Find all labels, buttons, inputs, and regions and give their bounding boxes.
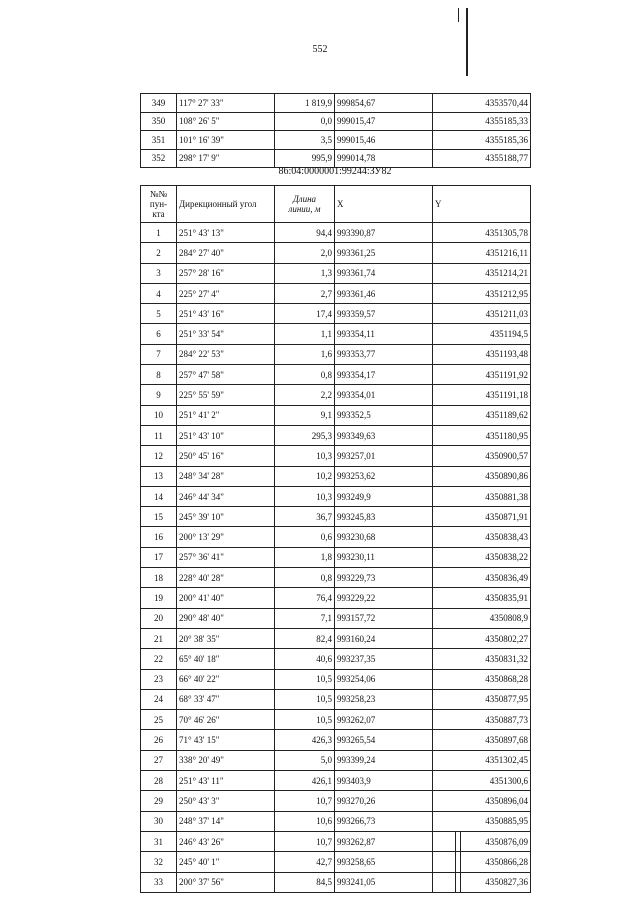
y-coordinate-cell: 4355185,36 (433, 131, 531, 150)
x-coordinate-cell: 993262,07 (335, 710, 433, 730)
y-coordinate-cell: 4350876,09 (433, 831, 531, 851)
direction-angle-cell: 66° 40' 22" (177, 669, 275, 689)
x-coordinate-cell: 993361,74 (335, 263, 433, 283)
coordinates-table-continuation (140, 93, 531, 168)
y-coordinate-cell: 4351216,11 (433, 243, 531, 263)
coordinates-table (140, 185, 531, 893)
y-coordinate-cell: 4351193,48 (433, 344, 531, 364)
y-coordinate-cell: 4350871,91 (433, 507, 531, 527)
line-length-cell: 0,8 (275, 365, 335, 385)
direction-angle-cell: 290° 48' 40" (177, 608, 275, 628)
header-x: X (335, 186, 433, 223)
line-length-cell: 10,7 (275, 831, 335, 851)
direction-angle-cell: 338° 20' 49" (177, 750, 275, 770)
x-coordinate-cell: 993270,26 (335, 791, 433, 811)
point-number-cell: 15 (141, 507, 177, 527)
direction-angle-cell: 257° 36' 41" (177, 547, 275, 567)
line-length-cell: 1,8 (275, 547, 335, 567)
x-coordinate-cell: 993265,54 (335, 730, 433, 750)
table-row (141, 507, 531, 527)
x-coordinate-cell: 993359,57 (335, 304, 433, 324)
point-number-cell: 20 (141, 608, 177, 628)
parcel-cadastral-number: 86:04:0000001:99244:ЗУ82 (278, 166, 392, 177)
x-coordinate-cell: 993361,46 (335, 283, 433, 303)
table-row (141, 365, 531, 385)
x-coordinate-cell: 993403,9 (335, 771, 433, 791)
table-row (141, 243, 531, 263)
line-length-cell: 10,3 (275, 486, 335, 506)
point-number-cell: 11 (141, 425, 177, 445)
x-coordinate-cell: 993361,25 (335, 243, 433, 263)
line-length-cell: 1,1 (275, 324, 335, 344)
line-length-cell: 10,5 (275, 669, 335, 689)
direction-angle-cell: 228° 40' 28" (177, 568, 275, 588)
point-number-cell: 351 (141, 131, 177, 150)
line-length-cell: 1 819,9 (275, 94, 335, 113)
x-coordinate-cell: 999015,46 (335, 131, 433, 150)
header-line-length: Длина линии, м (275, 186, 335, 223)
point-number-cell: 22 (141, 649, 177, 669)
y-coordinate-cell: 4351305,78 (433, 223, 531, 243)
y-coordinate-cell: 4351302,45 (433, 750, 531, 770)
direction-angle-cell: 248° 34' 28" (177, 466, 275, 486)
header-point-number: №№ пун- кта (141, 186, 177, 223)
table-row (141, 283, 531, 303)
direction-angle-cell: 200° 41' 40" (177, 588, 275, 608)
y-coordinate-cell: 4351211,03 (433, 304, 531, 324)
x-coordinate-cell: 993229,73 (335, 568, 433, 588)
x-coordinate-cell: 993354,17 (335, 365, 433, 385)
direction-angle-cell: 245° 39' 10" (177, 507, 275, 527)
line-length-cell: 3,5 (275, 131, 335, 150)
point-number-cell: 28 (141, 771, 177, 791)
direction-angle-cell: 284° 22' 53" (177, 344, 275, 364)
x-coordinate-cell: 993390,87 (335, 223, 433, 243)
table-row (141, 466, 531, 486)
y-coordinate-cell: 4355188,77 (433, 149, 531, 168)
line-length-cell: 2,7 (275, 283, 335, 303)
line-length-cell: 10,5 (275, 710, 335, 730)
direction-angle-cell: 246° 44' 34" (177, 486, 275, 506)
y-coordinate-cell: 4350885,95 (433, 811, 531, 831)
y-coordinate-cell: 4350890,86 (433, 466, 531, 486)
y-coordinate-cell: 4355185,33 (433, 112, 531, 131)
direction-angle-cell: 225° 55' 59" (177, 385, 275, 405)
x-coordinate-cell: 993262,87 (335, 831, 433, 851)
direction-angle-cell: 70° 46' 26" (177, 710, 275, 730)
point-number-cell: 31 (141, 831, 177, 851)
table-row (141, 831, 531, 851)
direction-angle-cell: 71° 43' 15" (177, 730, 275, 750)
point-number-cell: 33 (141, 872, 177, 892)
y-coordinate-cell: 4350808,9 (433, 608, 531, 628)
x-coordinate-cell: 993353,77 (335, 344, 433, 364)
line-length-cell: 426,3 (275, 730, 335, 750)
table-row (141, 131, 531, 150)
table-row (141, 324, 531, 344)
direction-angle-cell: 257° 47' 58" (177, 365, 275, 385)
y-coordinate-cell: 4350831,32 (433, 649, 531, 669)
point-number-cell: 21 (141, 628, 177, 648)
table-row (141, 852, 531, 872)
y-coordinate-cell: 4350900,57 (433, 446, 531, 466)
direction-angle-cell: 248° 37' 14" (177, 811, 275, 831)
header-y: Y (433, 186, 531, 223)
x-coordinate-cell: 993157,72 (335, 608, 433, 628)
point-number-cell: 23 (141, 669, 177, 689)
y-coordinate-cell: 4350896,04 (433, 791, 531, 811)
y-coordinate-cell: 4351214,21 (433, 263, 531, 283)
table-row (141, 149, 531, 168)
point-number-cell: 350 (141, 112, 177, 131)
point-number-cell: 17 (141, 547, 177, 567)
line-length-cell: 295,3 (275, 425, 335, 445)
y-coordinate-cell: 4351189,62 (433, 405, 531, 425)
line-length-cell: 42,7 (275, 852, 335, 872)
table-row (141, 527, 531, 547)
x-coordinate-cell: 993160,24 (335, 628, 433, 648)
line-length-cell: 995,9 (275, 149, 335, 168)
x-coordinate-cell: 993258,65 (335, 852, 433, 872)
table-row (141, 405, 531, 425)
point-number-cell: 9 (141, 385, 177, 405)
y-coordinate-cell: 4350866,28 (433, 852, 531, 872)
line-length-cell: 9,1 (275, 405, 335, 425)
table-row (141, 730, 531, 750)
line-length-cell: 10,6 (275, 811, 335, 831)
point-number-cell: 25 (141, 710, 177, 730)
line-length-cell: 5,0 (275, 750, 335, 770)
table-row (141, 446, 531, 466)
line-length-cell: 0,8 (275, 568, 335, 588)
table-row (141, 547, 531, 567)
direction-angle-cell: 250° 45' 16" (177, 446, 275, 466)
line-length-cell: 76,4 (275, 588, 335, 608)
direction-angle-cell: 200° 13' 29" (177, 527, 275, 547)
table-row (141, 771, 531, 791)
direction-angle-cell: 246° 43' 26" (177, 831, 275, 851)
line-length-cell: 1,3 (275, 263, 335, 283)
x-coordinate-cell: 993237,35 (335, 649, 433, 669)
point-number-cell: 10 (141, 405, 177, 425)
direction-angle-cell: 251° 43' 13" (177, 223, 275, 243)
table-row (141, 425, 531, 445)
point-number-cell: 3 (141, 263, 177, 283)
point-number-cell: 12 (141, 446, 177, 466)
header-direction-angle: Дирекционный угол (177, 186, 275, 223)
line-length-cell: 10,5 (275, 689, 335, 709)
x-coordinate-cell: 999854,67 (335, 94, 433, 113)
y-coordinate-cell: 4350897,68 (433, 730, 531, 750)
table-row (141, 710, 531, 730)
y-coordinate-cell: 4350877,95 (433, 689, 531, 709)
direction-angle-cell: 245° 40' 1" (177, 852, 275, 872)
table-row (141, 344, 531, 364)
direction-angle-cell: 20° 38' 35" (177, 628, 275, 648)
x-coordinate-cell: 993354,11 (335, 324, 433, 344)
table-row (141, 811, 531, 831)
point-number-cell: 16 (141, 527, 177, 547)
direction-angle-cell: 65° 40' 18" (177, 649, 275, 669)
scan-artifact-line (466, 8, 468, 76)
x-coordinate-cell: 993229,22 (335, 588, 433, 608)
direction-angle-cell: 117° 27' 33" (177, 94, 275, 113)
line-length-cell: 10,2 (275, 466, 335, 486)
line-length-cell: 2,2 (275, 385, 335, 405)
x-coordinate-cell: 993249,9 (335, 486, 433, 506)
point-number-cell: 1 (141, 223, 177, 243)
table-row (141, 263, 531, 283)
direction-angle-cell: 251° 43' 10" (177, 425, 275, 445)
x-coordinate-cell: 993258,23 (335, 689, 433, 709)
x-coordinate-cell: 993266,73 (335, 811, 433, 831)
y-coordinate-cell: 4350838,22 (433, 547, 531, 567)
line-length-cell: 40,6 (275, 649, 335, 669)
point-number-cell: 7 (141, 344, 177, 364)
x-coordinate-cell: 993399,24 (335, 750, 433, 770)
x-coordinate-cell: 993253,62 (335, 466, 433, 486)
point-number-cell: 32 (141, 852, 177, 872)
direction-angle-cell: 298° 17' 9" (177, 149, 275, 168)
line-length-cell: 36,7 (275, 507, 335, 527)
table-row (141, 568, 531, 588)
direction-angle-cell: 251° 41' 2" (177, 405, 275, 425)
point-number-cell: 4 (141, 283, 177, 303)
line-length-cell: 10,7 (275, 791, 335, 811)
table-row (141, 628, 531, 648)
direction-angle-cell: 68° 33' 47" (177, 689, 275, 709)
point-number-cell: 5 (141, 304, 177, 324)
point-number-cell: 13 (141, 466, 177, 486)
direction-angle-cell: 225° 27' 4" (177, 283, 275, 303)
direction-angle-cell: 101° 16' 39" (177, 131, 275, 150)
point-number-cell: 26 (141, 730, 177, 750)
page-number: 552 (312, 44, 328, 55)
y-coordinate-cell: 4350836,49 (433, 568, 531, 588)
table-row (141, 588, 531, 608)
table-row (141, 649, 531, 669)
direction-angle-cell: 250° 43' 3" (177, 791, 275, 811)
point-number-cell: 8 (141, 365, 177, 385)
line-length-cell: 82,4 (275, 628, 335, 648)
y-coordinate-cell: 4350887,73 (433, 710, 531, 730)
point-number-cell: 14 (141, 486, 177, 506)
x-coordinate-cell: 993241,05 (335, 872, 433, 892)
direction-angle-cell: 251° 43' 11" (177, 771, 275, 791)
point-number-cell: 349 (141, 94, 177, 113)
y-coordinate-cell: 4351180,95 (433, 425, 531, 445)
table-row (141, 791, 531, 811)
scan-artifact-line (458, 8, 459, 22)
table-header-row (141, 186, 531, 223)
y-coordinate-cell: 4350827,36 (433, 872, 531, 892)
table-row (141, 112, 531, 131)
y-coordinate-cell: 4350868,28 (433, 669, 531, 689)
y-coordinate-cell: 4350802,27 (433, 628, 531, 648)
y-coordinate-cell: 4350881,38 (433, 486, 531, 506)
point-number-cell: 18 (141, 568, 177, 588)
line-length-cell: 84,5 (275, 872, 335, 892)
line-length-cell: 1,6 (275, 344, 335, 364)
x-coordinate-cell: 993354,01 (335, 385, 433, 405)
table-row (141, 385, 531, 405)
line-length-cell: 0,0 (275, 112, 335, 131)
table-row (141, 669, 531, 689)
line-length-cell: 10,3 (275, 446, 335, 466)
line-length-cell: 426,1 (275, 771, 335, 791)
x-coordinate-cell: 993352,5 (335, 405, 433, 425)
y-coordinate-cell: 4351194,5 (433, 324, 531, 344)
table-row (141, 689, 531, 709)
point-number-cell: 19 (141, 588, 177, 608)
direction-angle-cell: 251° 33' 54" (177, 324, 275, 344)
line-length-cell: 94,4 (275, 223, 335, 243)
x-coordinate-cell: 993349,63 (335, 425, 433, 445)
point-number-cell: 6 (141, 324, 177, 344)
x-coordinate-cell: 999014,78 (335, 149, 433, 168)
line-length-cell: 17,4 (275, 304, 335, 324)
point-number-cell: 2 (141, 243, 177, 263)
point-number-cell: 24 (141, 689, 177, 709)
y-coordinate-cell: 4350838,43 (433, 527, 531, 547)
point-number-cell: 29 (141, 791, 177, 811)
x-coordinate-cell: 993230,68 (335, 527, 433, 547)
line-length-cell: 0,6 (275, 527, 335, 547)
table-row (141, 94, 531, 113)
table-row (141, 750, 531, 770)
x-coordinate-cell: 999015,47 (335, 112, 433, 131)
direction-angle-cell: 284° 27' 40" (177, 243, 275, 263)
table-row (141, 608, 531, 628)
line-length-cell: 7,1 (275, 608, 335, 628)
direction-angle-cell: 108° 26' 5" (177, 112, 275, 131)
point-number-cell: 27 (141, 750, 177, 770)
table-row (141, 486, 531, 506)
y-coordinate-cell: 4350835,91 (433, 588, 531, 608)
table-row (141, 304, 531, 324)
x-coordinate-cell: 993230,11 (335, 547, 433, 567)
y-coordinate-cell: 4353570,44 (433, 94, 531, 113)
point-number-cell: 30 (141, 811, 177, 831)
table-row (141, 872, 531, 892)
direction-angle-cell: 257° 28' 16" (177, 263, 275, 283)
table-row (141, 223, 531, 243)
y-coordinate-cell: 4351300,6 (433, 771, 531, 791)
y-coordinate-cell: 4351212,95 (433, 283, 531, 303)
direction-angle-cell: 200° 37' 56" (177, 872, 275, 892)
line-length-cell: 2,0 (275, 243, 335, 263)
point-number-cell: 352 (141, 149, 177, 168)
x-coordinate-cell: 993257,01 (335, 446, 433, 466)
x-coordinate-cell: 993254,06 (335, 669, 433, 689)
direction-angle-cell: 251° 43' 16" (177, 304, 275, 324)
x-coordinate-cell: 993245,83 (335, 507, 433, 527)
y-coordinate-cell: 4351191,92 (433, 365, 531, 385)
y-coordinate-cell: 4351191,18 (433, 385, 531, 405)
